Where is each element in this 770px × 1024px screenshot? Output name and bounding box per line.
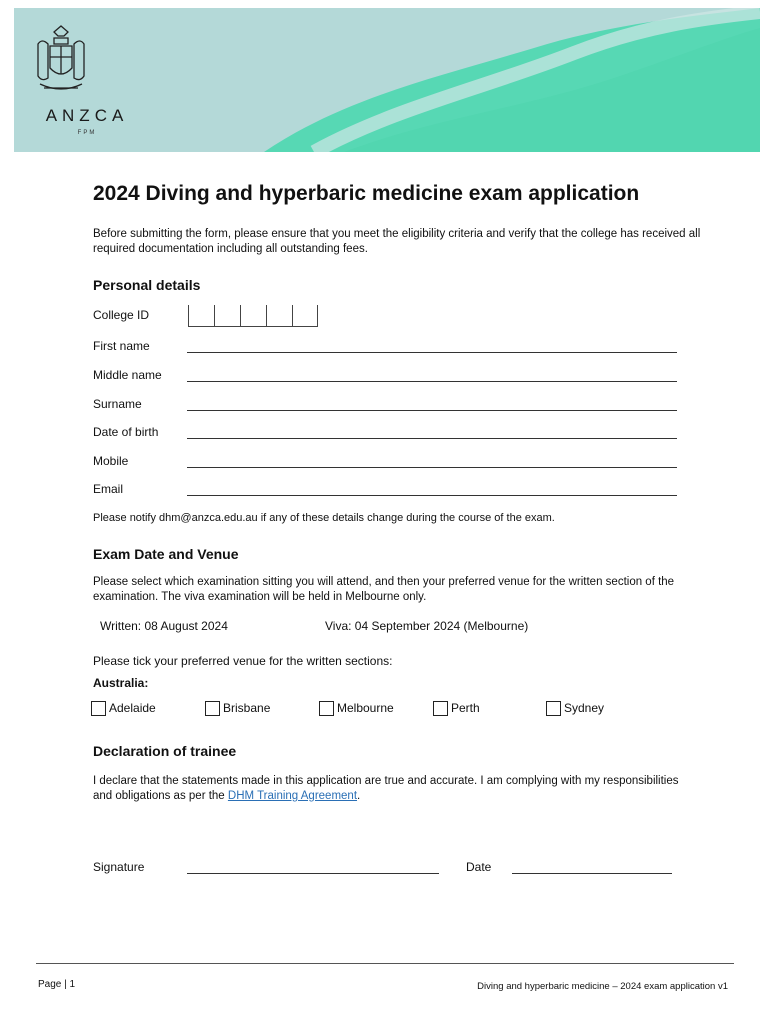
date-of-birth-field[interactable] [187, 438, 677, 439]
venue-label: Perth [451, 701, 480, 715]
document-footer-title: Diving and hyperbaric medicine – 2024 exam application v1 [477, 981, 728, 992]
viva-exam-date: Viva: 04 September 2024 (Melbourne) [325, 619, 529, 633]
surname-label: Surname [93, 397, 142, 411]
signature-field[interactable] [187, 873, 439, 874]
intro-paragraph: Before submitting the form, please ensure that you meet the eligibility criteria and verify that the college has received all required documentation including all outstanding fees. [93, 228, 701, 255]
declaration-text-start: I declare that the statements made in this application are true and accurate. I am complying with my responsibilities and obligations as per the [93, 775, 679, 802]
venue-label: Melbourne [337, 701, 394, 715]
declaration-text [93, 774, 693, 804]
personal-details-heading: Personal details [93, 277, 201, 293]
email-field[interactable] [187, 495, 677, 496]
date-label: Date [466, 860, 492, 874]
college-id-digit-box[interactable] [292, 305, 318, 327]
anzca-logo [32, 24, 142, 152]
footer-divider [36, 963, 734, 964]
mobile-label: Mobile [93, 454, 129, 468]
middle-name-field[interactable] [187, 381, 677, 382]
logo-wordmark: ANZCA [45, 106, 129, 125]
date-of-birth-label: Date of birth [93, 425, 159, 439]
first-name-label: First name [93, 339, 150, 353]
venue-checkbox[interactable] [546, 701, 561, 716]
header-banner [14, 8, 760, 152]
college-id-digit-box[interactable] [266, 305, 292, 327]
first-name-field[interactable] [187, 352, 677, 353]
page-number: Page | 1 [38, 979, 76, 990]
venue-label: Brisbane [223, 701, 271, 715]
page-title: 2024 Diving and hyperbaric medicine exam application [93, 182, 640, 205]
venue-option-brisbane[interactable] [205, 698, 270, 718]
exam-date-venue-heading: Exam Date and Venue [93, 546, 239, 562]
logo-subtext: FPM [77, 130, 97, 136]
venue-tick-prompt: Please tick your preferred venue for the written sections: [93, 654, 393, 668]
declaration-heading: Declaration of trainee [93, 743, 237, 759]
venue-checkbox[interactable] [205, 701, 220, 716]
exam-instructions: Please select which examination sitting you will attend, and then your preferred venue for the written section of the examination. The viva examination will be held in Melbourne only. [93, 576, 675, 603]
declaration-text-end: . [357, 790, 361, 802]
venue-option-sydney[interactable] [546, 698, 604, 718]
venue-checkbox[interactable] [319, 701, 334, 716]
college-id-digit-box[interactable] [240, 305, 266, 327]
signature-label: Signature [93, 860, 145, 874]
written-exam-date: Written: 08 August 2024 [100, 619, 228, 633]
college-id-digit-box[interactable] [188, 305, 214, 327]
date-field[interactable] [512, 873, 672, 874]
email-label: Email [93, 482, 124, 496]
venue-option-melbourne[interactable] [319, 698, 394, 718]
venue-label: Adelaide [109, 701, 156, 715]
venue-option-perth[interactable] [433, 698, 480, 718]
venue-checkbox[interactable] [433, 701, 448, 716]
middle-name-label: Middle name [93, 368, 162, 382]
mobile-field[interactable] [187, 467, 677, 468]
college-id-input[interactable] [188, 305, 320, 327]
venue-option-adelaide[interactable] [91, 698, 156, 718]
college-id-label: College ID [93, 308, 150, 322]
venue-checkbox[interactable] [91, 701, 106, 716]
coat-of-arms-icon [32, 24, 90, 98]
venue-options [91, 698, 691, 718]
training-agreement-link[interactable]: DHM Training Agreement [227, 790, 358, 802]
region-label: Australia: [93, 676, 149, 690]
surname-field[interactable] [187, 410, 677, 411]
change-notice: Please notify dhm@anzca.edu.au if any of these details change during the course of the exam. [93, 512, 555, 524]
venue-label: Sydney [564, 701, 605, 715]
college-id-digit-box[interactable] [214, 305, 240, 327]
